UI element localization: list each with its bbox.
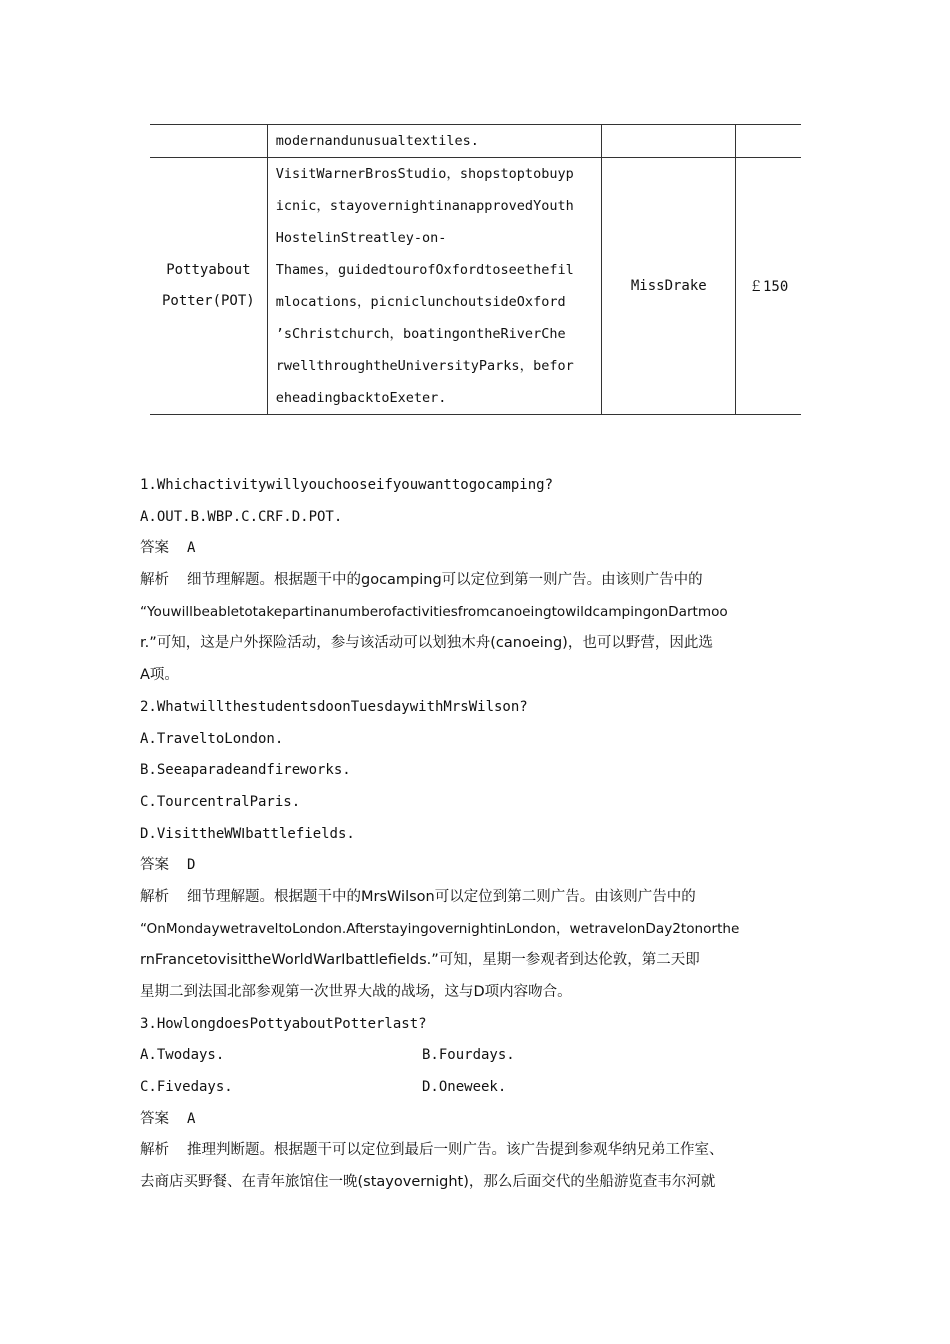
- activity-name-line: Potter(POT): [162, 293, 255, 309]
- analysis-3-line: [140, 1135, 812, 1167]
- answer-value: A: [187, 540, 196, 557]
- table-row: [150, 158, 801, 415]
- description-line: ’sChristchurch，boatingontheRiverChe: [275, 326, 566, 342]
- question-3-option: C.Fivedays.: [140, 1079, 233, 1096]
- answer-3: [140, 1104, 812, 1136]
- table-cell-name: [150, 125, 267, 158]
- analysis-text: 推理判断题。根据题干可以定位到最后一则广告。该广告提到参观华纳兄弟工作室、: [187, 1142, 724, 1159]
- table-cell-teacher: [602, 158, 736, 415]
- answer-1: [140, 533, 812, 565]
- answer-label: 答案: [140, 857, 169, 874]
- question-3-option: D.Oneweek.: [422, 1079, 507, 1096]
- analysis-3-line: 去商店买野餐、在青年旅馆住一晚(stayovernight)，那么后面交代的坐船游览查韦尔河就: [140, 1174, 716, 1191]
- question-3: 3.HowlongdoesPottyaboutPotterlast?: [140, 1015, 427, 1032]
- question-2-option: A.TraveltoLondon.: [140, 730, 284, 747]
- description-line: HostelinStreatley-on-: [275, 230, 447, 246]
- table-row: [150, 125, 801, 158]
- question-3-option: A.Twodays.: [140, 1047, 225, 1064]
- description-line: mlocations，picniclunchoutsideOxford: [275, 294, 566, 310]
- table-cell-price: [736, 158, 801, 415]
- analysis-1-line: r.”可知，这是户外探险活动，参与该活动可以划独木舟(canoeing)，也可以野营，因此选: [140, 635, 713, 652]
- question-3-option: B.Fourdays.: [422, 1047, 515, 1064]
- description-text: modernandunusualtextiles.: [275, 133, 479, 149]
- question-2-option: D.VisittheWWⅠbattlefields.: [140, 825, 355, 842]
- question-3-options-row: [140, 1072, 812, 1104]
- description-line: VisitWarnerBrosStudio，shopstoptobuyp: [275, 166, 574, 182]
- analysis-2-line: “OnMondaywetraveltoLondon.AfterstayingovernightinLondon，wetravelonDay2tonorthe: [140, 920, 740, 937]
- analysis-2-line: 星期二到法国北部参观第一次世界大战的战场，这与D项内容吻合。: [140, 984, 572, 1000]
- answer-label: 答案: [140, 540, 169, 557]
- price: ￡150: [749, 279, 789, 295]
- answer-2: [140, 850, 812, 882]
- analysis-label: 解析: [140, 572, 169, 589]
- description-line: eheadingbacktoExeter.: [275, 390, 447, 406]
- question-1-options: A.OUT.B.WBP.C.CRF.D.POT.: [140, 508, 343, 525]
- table-cell-price: [736, 125, 801, 158]
- analysis-label: 解析: [140, 888, 169, 905]
- teacher-name: MissDrake: [630, 278, 707, 294]
- table-cell-description: [267, 158, 602, 415]
- analysis-1-line: “YouwillbeabletotakepartinanumberofactivitiesfromcanoeingtowildcampingonDartmoo: [140, 603, 728, 620]
- question-2: 2.WhatwillthestudentsdoonTuesdaywithMrsWilson?: [140, 698, 528, 715]
- activity-name-line: Pottyabout: [166, 262, 251, 278]
- description-line: rwellthroughtheUniversityParks，befor: [275, 358, 574, 374]
- question-2-option: B.Seeaparadeandfireworks.: [140, 762, 351, 779]
- analysis-1-line: [140, 565, 812, 597]
- answer-label: 答案: [140, 1110, 169, 1127]
- table-cell-teacher: [602, 125, 736, 158]
- questions-section: [140, 470, 812, 1199]
- table-cell-description: [267, 125, 602, 158]
- analysis-1-line: A项。: [140, 667, 179, 684]
- answer-value: A: [187, 1110, 196, 1127]
- question-2-option: C.TourcentralParis.: [140, 793, 301, 810]
- question-1: 1.Whichactivitywillyouchooseifyouwanttogocamping?: [140, 477, 554, 493]
- question-3-options-row: [140, 1040, 812, 1072]
- description-line: Thames，guidedtourofOxfordtoseethefil: [275, 262, 574, 278]
- answer-value: D: [187, 857, 196, 874]
- description-line: icnic，stayovernightinanapprovedYouth: [275, 198, 574, 214]
- table-cell-name: [150, 158, 267, 415]
- analysis-text: 细节理解题。根据题干中的MrsWilson可以定位到第二则广告。由该则广告中的: [187, 888, 696, 905]
- analysis-text: 细节理解题。根据题干中的gocamping可以定位到第一则广告。由该则广告中的: [187, 572, 703, 589]
- analysis-2-line: [140, 882, 812, 914]
- analysis-label: 解析: [140, 1142, 169, 1159]
- analysis-2-line: rnFrancetovisittheWorldWarⅠbattlefields.”可知，星期一参观者到达伦敦，第二天即: [140, 952, 700, 969]
- activities-table: [150, 124, 801, 415]
